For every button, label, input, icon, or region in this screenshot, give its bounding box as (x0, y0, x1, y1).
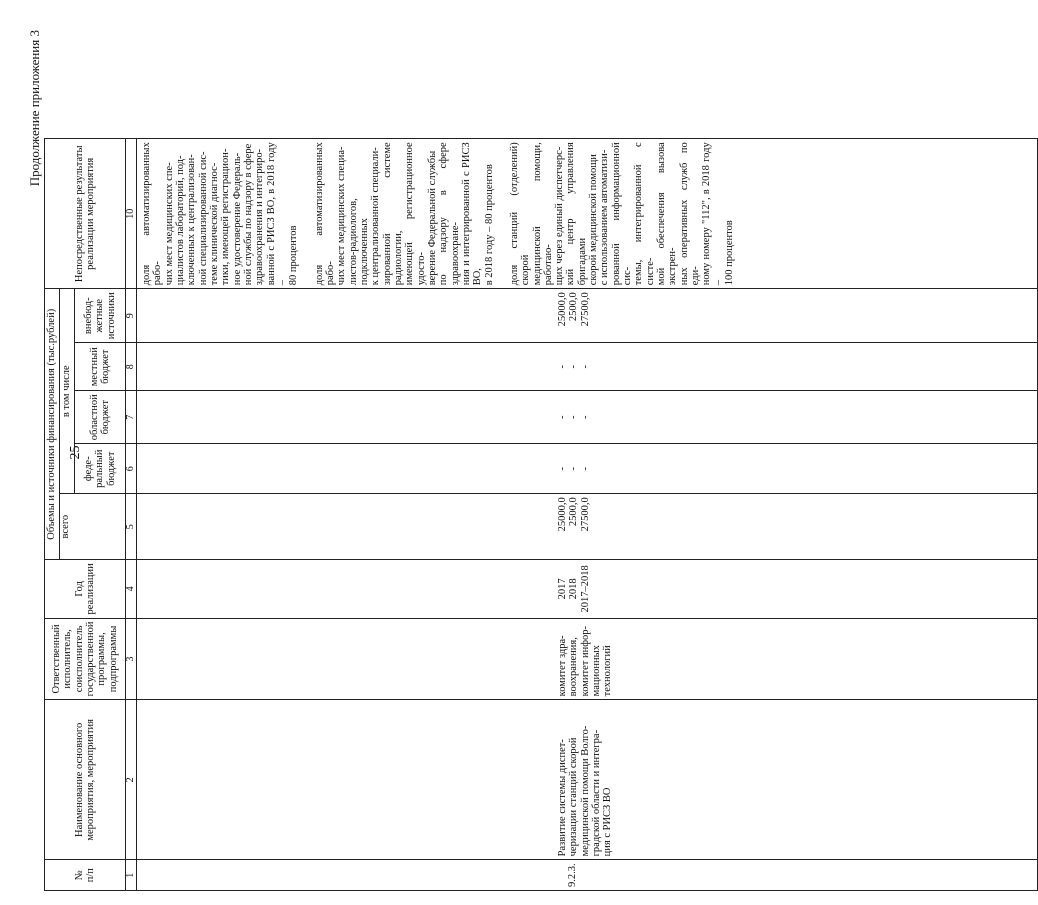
result-item: доля автоматизированных рабо- чих мест медицинских спе- циалистов лабораторий, под- ключенных к централизован- ной специализированной сис- теме клинической диагнос- тики, имеющей регистрацион- ное удостоверение Федераль- ной службы по надзору в сфере здравоохранения и интегриро- ванной с РИСЗ ВО, в 2018 году – 80 процентов (141, 142, 300, 286)
row-federal (137, 444, 1038, 494)
local-value: - (579, 364, 591, 369)
federal-value: - (579, 466, 591, 471)
header-federal: феде- ральный бюджет (75, 444, 126, 494)
header-executor: Ответственный исполнитель, соисполнитель государственной программы, подпрограммы (45, 618, 126, 700)
column-number: 10 (126, 139, 137, 289)
result-item: доля станций (отделений) скорой медицинской помощи, работаю- щих через единый диспетчерс- кий центр управления бригадами скорой медицинской помощи с использованием автоматизи- рованной информационной сис- темы, интегрированной с систе- мой обеспечения вызова экстрен- ных оперативных служб по еди- ному номеру "112", в 2018 году – 100 процентов (508, 142, 736, 286)
column-number: 9 (126, 289, 137, 343)
row-results (137, 139, 1038, 289)
column-number: 5 (126, 494, 137, 560)
header-number: № п/п (45, 860, 126, 891)
header-regional: областной бюджет (75, 391, 126, 444)
header-name: Наименование основного мероприятия, мероприятия (45, 700, 126, 860)
extrabudgetary-value: 25000,0 (557, 292, 568, 327)
total-value: 27500,0 (579, 497, 591, 532)
header-total: всего (60, 494, 126, 560)
column-number: 6 (126, 444, 137, 494)
result-item: доля автоматизированных рабо- чих мест медицинских специа- листов-радиологов, подключенных к централизованной специали- зированной системе радиологии, имеющей регистрационное удосто- верение Федеральной службы по надзору в сфере здравоохране- ния и интегрированной с РИСЗ ВО, в 2018 году – 80 процентов (313, 142, 495, 286)
column-number: 8 (126, 343, 137, 391)
header-results: Непосредственные результаты реализации мероприятия (45, 139, 126, 289)
header-in-that-number: в том числе (60, 289, 75, 494)
extrabudgetary-value: 2500,0 (568, 292, 580, 322)
table-row (137, 139, 1038, 891)
row-regional (137, 391, 1038, 444)
column-number: 7 (126, 391, 137, 444)
row-name: Развитие системы диспет- черизации станций скорой медицинской помощи Волго- градской области и интегра- ция с РИСЗ ВО (137, 700, 1038, 860)
regional-value: - (579, 415, 591, 419)
page-number: 25 (68, 445, 83, 460)
row-extrabudgetary (137, 289, 1038, 343)
federal-value: - (568, 466, 580, 471)
regional-value: - (557, 415, 568, 419)
year-value: 2017–2018 (579, 565, 591, 613)
column-number: 1 (126, 860, 137, 891)
local-value: - (568, 364, 580, 369)
total-value: 25000,0 (557, 497, 568, 532)
extrabudgetary-value: 27500,0 (579, 292, 591, 327)
column-number: 2 (126, 700, 137, 860)
year-value: 2017 (557, 578, 568, 600)
total-value: 2500,0 (568, 497, 580, 527)
local-value: - (557, 364, 568, 369)
row-local (137, 343, 1038, 391)
federal-value: - (557, 466, 568, 471)
row-number: 9.2.3. (137, 860, 1038, 891)
header-local: местный бюджет (75, 343, 126, 391)
column-number: 3 (126, 618, 137, 700)
column-numbers-row (126, 139, 137, 891)
header-extrabudgetary: внебюд- жетные источники (75, 289, 126, 343)
appendix-label: Продолжение приложения 3 (27, 30, 42, 187)
header-year: Год реализации (45, 560, 126, 618)
row-executor: комитет здра- воохранения, комитет инфор- мационных технологий (137, 618, 1038, 700)
row-years (137, 560, 1038, 618)
program-table (44, 138, 1038, 891)
header-funding-group: Объемы и источники финансирования (тыс.рублей) (45, 289, 60, 560)
regional-value: - (568, 415, 580, 419)
year-value: 2018 (568, 578, 580, 600)
row-total (137, 494, 1038, 560)
column-number: 4 (126, 560, 137, 618)
